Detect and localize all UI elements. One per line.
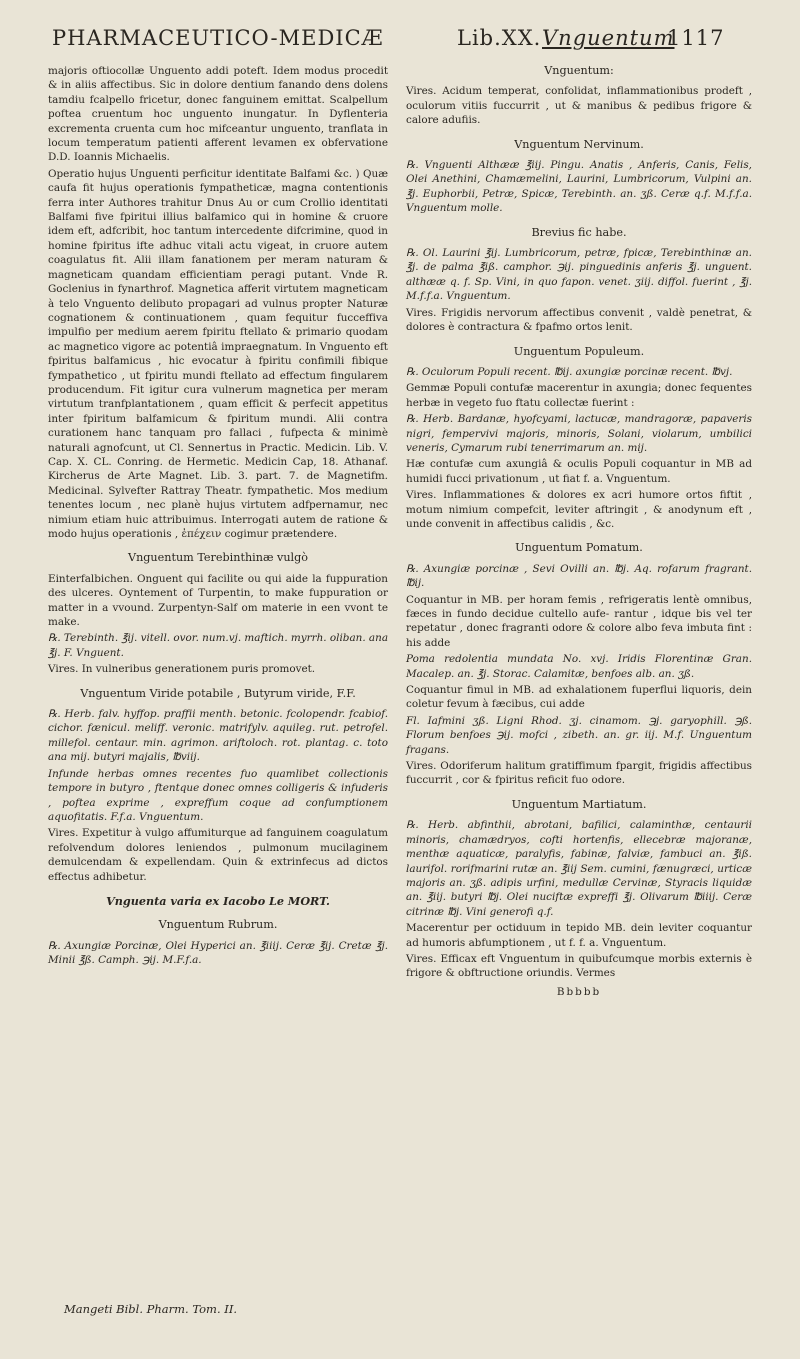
recipe: ℞. Herb. abfinthii, abrotani, bafilici, calaminthæ, centaurii minoris, chamædryos, cofti hortenfis, ellecebræ majoranæ, menthæ aquaticæ, paralyfis, fabinæ, falviæ, fambuci an. ℥iß. laurifol. rorifmarini rutæ an. ℥iij Sem. cumini, fænugræci, urticæ majoris an. ʒß. adipis urfini, medullæ Cervinæ, Styracis liquidæ an. ℥iij. butyri ℔j. Olei nuciftæ expreffi ℥j. Olivarum ℔iiij. Ceræ citrinæ ℔j. Vini generofi q.f.	[406, 819, 752, 918]
paragraph: Operatio hujus Unguenti perficitur identitate Balfami &c. ) Quæ caufa fit hujus operationis fympatheticæ, magna contentionis ferra inter Authores trahitur Dnus Au or cum Crollio identitati Balfami five fpiritui illius balfamico qui in homine & cruore idem eft, adfcribit, hoc tantum intercedente difcrimine, quod in homine fpiritus ifte adhuc vitali actu vigeat, in cruore autem coagulatus fit. Alii illam fanationem per meram naturam & magneticam quandam efficientiam peragi putant. Vnde R. Goclenius in fynarthrof. Magnetica afferit virtutem magneticam à telo Vnguento delibuto propagari ad vulnus propter Naturæ cognationem & continuationem , quam fequitur fucceffiva impulfio per medium aerem fpiritu ftellato & primario quodam ac magnetico vigore ac potentiâ impraegnatum. In Vnguento eft fpiritus balfamicus , hic evocatur à fpiritu confimili fibique fympathetico , ut fpiritu mundi ftellato ad effectum fingularem producendum. Fit igitur cura vulnerum magnetica per meram virtutum tranfplantationem , quam efficit & perfecit appetitus inter fpiritum balfamicum & fpiritum mundi. Alii contra curationem hanc tanquam pro fallaci , fufpecta & minimè naturali agnofcunt, ut Cl. Sennertus in Practic. Medicin. Lib. V. Cap. X. CL. Conring. de Hermetic. Medicin Cap, 18. Athanaf. Kircherus de Arte Magnet. Lib. 3. part. 7. de Magnetifm. Medicinal. Sylvefter Rattray Theatr. fympathetic. Mos medium tenentes locum , nec planè hujus virtutem adfpernamur, nec nimium etiam huic attribuimus. Interrogati autem de ratione & modo hujus operationis , ἐπέχειν cogimur prætendere.	[48, 167, 388, 540]
paragraph: Poma redolentia mundata No. xvj. Iridis Florentinæ Gran. Macalep. an. ℥j. Storac. Calamitæ, benfoes alb. an. ʒß.	[406, 653, 752, 680]
left-column	[48, 64, 389, 1316]
paragraph: Coquantur fimul in MB. ad exhalationem fuperflui liquoris, dein coletur fevum à fæcibus, cui adde	[406, 684, 752, 711]
section-heading: Unguentum Populeum.	[513, 344, 645, 358]
paragraph: Coquantur in MB. per horam femis , refrigeratis lentè omnibus, fæces in fundo decidue cultello aufe- rantur , idque bis vel ter repetatur , donec fragranti odore & colore albo feva imbuta fint : his adde	[406, 593, 752, 649]
paragraph: majoris oftiocollæ Unguento addi poteft. Idem modus procedit & in aliis affectibus. Sic in dolore dentium fanando dens dolens tamdiu fcalpello fricetur, donec fanguinem emittat. Scalpellum poftea cruentum hoc unguento inungatur. In Dyflenteria excrementa cruenta cum hoc mifceantur unguento, tranflata in locum temperatum patienti afferent levamen ex obfervatione D.D. Ioannis Michaelis.	[48, 65, 388, 164]
page-number: 1117	[667, 26, 725, 50]
section-heading: Unguentum Martiatum.	[511, 797, 647, 811]
section-heading: Vnguentum Terebinthinæ vulgò	[127, 551, 309, 565]
recipe: ℞. Terebinth. ℥ij. vitell. ovor. num.vj. maftich. myrrh. oliban. ana ℥j. F. Vnguent.	[48, 632, 389, 659]
paragraph: Einterfalbichen. Onguent qui facilite ou qui aide la fuppuration des ulceres. Oyntement of Turpentin, to make fuppuration or matter in a vvound. Zurpentyn-Salf om materie in een vvont te make.	[48, 572, 388, 629]
recipe: ℞. Axungiæ Porcinæ, Olei Hyperici an. ℥iiij. Ceræ ℥ij. Cretæ ℥j. Minii ℥ß. Camph. ℈ij. M.F.f.a.	[48, 939, 388, 967]
recipe: ℞. Herb. falv. hyffop. praffii menth. betonic. fcolopendr. fcabiof. cichor. fænicul. meliff. veronic. matrifylv. aquileg. rut. petrofel. millefol. centaur. min. agrimon. ariftoloch. rot. plantag. c. toto ana mij. butyri majalis, ℔viij.	[48, 708, 388, 764]
vires-paragraph: Vires. Efficax eft Vnguentum in quibufcumque morbis externis è frigore & obftructione oriundis. Vermes	[406, 952, 752, 980]
recipe: ℞. Axungiæ porcinæ , Sevi Ovilli an. ℔j. Aq. rofarum fragrant. ℔ij.	[406, 562, 752, 590]
paragraph: Hæ contufæ cum axungiâ & oculis Populi coquantur in MB ad humidi fucci privationum , ut fiat f. a. Vnguentum.	[406, 458, 752, 485]
vires-paragraph: Vires. Inflammationes & dolores ex acri humore ortos fiftit , motum nimium compefcit, leviter aftringit , & anodynum eft , unde convenit in affectibus calidis , &c.	[406, 489, 752, 530]
paragraph: Infunde herbas omnes recentes fuo quamlibet collectionis tempore in butyro , ftentque donec omnes colligeris & infuderis , poftea exprime , expreffum coque ad confumptionem aquofitatis. F.f.a. Vnguentum.	[48, 767, 388, 823]
header-section: Vnguentum	[542, 26, 675, 50]
section-heading: Vnguentum Viride potabile , Butyrum viride, F.F.	[80, 686, 356, 700]
paragraph: Macerentur per octiduum in tepido MB. dein leviter coquantur ad humoris abfumptionem , ut f. f. a. Vnguentum.	[406, 922, 752, 949]
signature-mark: Bbbbb	[556, 985, 602, 998]
section-heading: Vnguentum:	[544, 64, 614, 77]
vires-paragraph: Vires. Expetitur à vulgo affumiturque ad fanguinem coagulatum refolvendum dolores leniendos , pulmonum mucilaginem demulcendam & expellendam. Quin & extrinfecus ad dictos effectus adhibetur.	[48, 827, 388, 883]
right-column	[406, 64, 752, 999]
paragraph: Fl. Iafmini ʒß. Ligni Rhod. ʒj. cinamom. ℈j. garyophill. ℈ß. Florum benfoes ℈ij. mofci , zibeth. an. gr. iij. M.f. Unguentum fragans.	[406, 714, 752, 756]
recipe: ℞. Vnguenti Althææ ℥iij. Pingu. Anatis , Anferis, Canis, Felis, Olei Anethini, Chamæmelini, Laurini, Lumbricorum, Vulpini an. ℥j. Euphorbii, Petræ, Spicæ, Terebinth. an. ʒß. Ceræ q.f. M.f.f.a. Vnguentum molle.	[406, 159, 752, 215]
header-title: PHARMACEUTICO-MEDICÆ	[52, 26, 384, 50]
vires-paragraph: Vires. Odoriferum halitum gratiffimum fpargit, frigidis affectibus fuccurrit , cor & fpiritus reficit fuo odore.	[406, 760, 752, 787]
footer-signature: Mangeti Bibl. Pharm. Tom. II.	[64, 1302, 238, 1316]
vires-paragraph: Vires. Frigidis nervorum affectibus convenit , valdè penetrat, & dolores è contractura & fpafmo ortos lenit.	[406, 306, 752, 334]
section-heading: Brevius fic habe.	[531, 225, 627, 239]
paragraph: Gemmæ Populi contufæ macerentur in axungia; donec fequentes herbæ in vegeto fuo ftatu collectæ fuerint :	[406, 382, 752, 409]
running-header	[52, 26, 742, 58]
vires-paragraph: Vires. In vulneribus generationem puris promovet.	[48, 663, 316, 676]
recipe: ℞. Oculorum Populi recent. ℔ij. axungiæ porcinæ recent. ℔vj.	[406, 365, 733, 378]
vires-paragraph: Vires. Acidum temperat, confolidat, inflammationibus prodeft , oculorum vitiis fuccurrit , ut & manibus & pedibus frigore & calore adufiis.	[406, 85, 752, 127]
section-heading: Unguentum Pomatum.	[515, 541, 643, 555]
header-book: Lib.XX.	[457, 26, 542, 50]
recipe: ℞. Herb. Bardanæ, hyofcyami, lactucæ, mandragoræ, papaveris nigri, fempervivi majoris, minoris, Solani, violarum, umbilici veneris, Cymarum rubi tenerrimarum an. mij.	[406, 413, 752, 454]
section-heading: Vnguentum Rubrum.	[158, 918, 278, 932]
section-heading: Vnguenta varia ex Iacobo Le MORT.	[106, 893, 330, 908]
section-heading: Vnguentum Nervinum.	[514, 137, 644, 151]
recipe: ℞. Ol. Laurini ℥ij. Lumbricorum, petræ, fpicæ, Terebinthinæ an. ℥j. de palma ℥iß. camphor. ℈ij. pinguedinis anferis ℥j. unguent. althææ q. f. Sp. Vini, in quo fapon. venet. ʒiij. diffol. fuerint , ℥j. M.f.f.a. Vnguentum.	[406, 247, 752, 303]
